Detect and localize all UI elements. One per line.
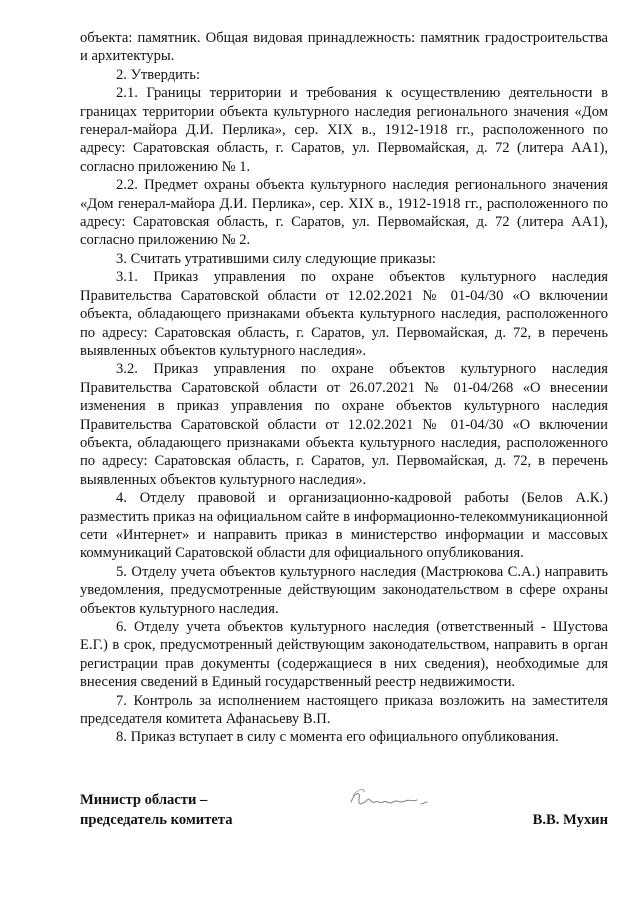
paragraph-6: 6. Отделу учета объектов культурного наследия (ответственный - Шустова Е.Г.) в срок, предусмотренный действующим законодательством, направить в орган регистрации прав документы (содержащиеся в них сведения), необходимые для внесения сведений в Единый государственный реестр недвижимости. (80, 619, 608, 691)
paragraph-5: 5. Отделу учета объектов культурного наследия (Мастрюкова С.А.) направить уведомления, предусмотренные действующим законодательством в сфере охраны объектов культурного наследия. (80, 563, 608, 617)
paragraph-3: 3. Считать утратившими силу следующие приказы: (116, 250, 436, 267)
document-body (80, 29, 608, 747)
signature-block (80, 790, 608, 830)
paragraph-3-1: 3.1. Приказ управления по охране объектов культурного наследия Правительства Саратовской области от 12.02.2021 № 01-04/30 «О включении объекта, обладающего признаками объекта культурного наследия, расположенного по адресу: Саратовская область, г. Саратов, ул. Первомайская, д. 72, в перечень выявленных объектов культурного наследия». (80, 269, 608, 359)
paragraph-7: 7. Контроль за исполнением настоящего приказа возложить на заместителя председателя комитета Афанасьеву В.П. (80, 692, 608, 728)
paragraph-8: 8. Приказ вступает в силу с момента его официального опубликования. (116, 729, 559, 746)
paragraph-3-2: 3.2. Приказ управления по охране объектов культурного наследия Правительства Саратовской области от 26.07.2021 № 01-04/268 «О внесении изменения в приказ управления по охране объектов культурного наследия Правительства Саратовской области от 12.02.2021 № 01-04/30 «О включении объекта, обладающего признаками объекта культурного наследия, расположенного по адресу: Саратовская область, г. Саратов, ул. Первомайская, д. 72, в перечень выявленных объектов культурного наследия». (80, 361, 608, 488)
paragraph-2-2: 2.2. Предмет охраны объекта культурного наследия регионального значения «Дом генерал-майора Д.И. Перлика», сер. XIX в., 1912-1918 гг., расположенного по адресу: Саратовская область, г. Саратов, ул. Первомайская, д. 72 (литера АА1), согласно приложению № 2. (80, 177, 608, 249)
paragraph-4: 4. Отделу правовой и организационно-кадровой работы (Белов А.К.) разместить приказ на официальном сайте в информационно-телекоммуникационной сети «Интернет» и направить приказ в министерство информации и массовых коммуникаций Саратовской области для официального опубликования. (80, 490, 608, 562)
signatory-title-line1: Министр области – (80, 792, 208, 808)
signatory-name: В.В. Мухин (532, 812, 608, 828)
paragraph-2-1: 2.1. Границы территории и требования к осуществлению деятельности в границах территории объекта культурного наследия регионального значения «Дом генерал-майора Д.И. Перлика», сер. XIX в., 1912-1918 гг., расположенного по адресу: Саратовская область, г. Саратов, ул. Первомайская, д. 72 (литера АА1), согласно приложению № 1. (80, 85, 608, 175)
signatory-title-line2: председатель комитета (80, 812, 233, 828)
paragraph-2: 2. Утвердить: (116, 66, 201, 83)
paragraph-intro: объекта: памятник. Общая видовая принадлежность: памятник градостроительства и архитектуры. (80, 30, 608, 65)
